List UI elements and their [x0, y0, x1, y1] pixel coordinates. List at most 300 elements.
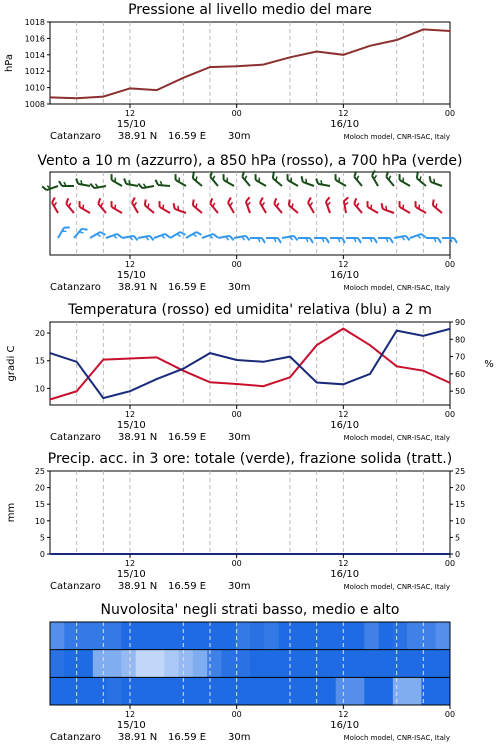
- wind-barb: [272, 198, 285, 213]
- clouds-cell-medio: [79, 650, 94, 678]
- wind-barb-flag: [415, 173, 421, 179]
- wind-barb-flag: [172, 203, 177, 209]
- pressure-time-tick-label: 12: [338, 109, 349, 118]
- clouds-cell-alto: [93, 622, 108, 650]
- clouds-cell-alto: [236, 622, 251, 650]
- wind-barb-flag: [371, 171, 377, 176]
- temperature-data-point: [289, 356, 291, 358]
- temperature-credit: Moloch model, CNR-ISAC, Italy: [343, 434, 450, 442]
- clouds-cell-alto: [107, 622, 122, 650]
- clouds-cell-medio: [207, 650, 222, 678]
- pressure-time-tick-label: 12: [124, 109, 136, 118]
- precip-date-label: 15/10: [116, 569, 146, 580]
- temperature-data-point: [236, 359, 238, 361]
- clouds-cell-medio: [136, 650, 151, 678]
- precip-location-name: Catanzaro: [50, 581, 101, 592]
- wind-barb-shaft: [126, 184, 138, 186]
- temperature-data-point: [129, 358, 131, 360]
- clouds-cell-medio: [407, 650, 422, 678]
- wind-barb-shaft: [160, 207, 170, 213]
- precip-data-point: [156, 553, 158, 555]
- wind-location-elev: 30m: [228, 282, 251, 293]
- clouds-cell-basso: [279, 677, 294, 705]
- wind-barb: [191, 173, 206, 186]
- temperature-data-point: [449, 328, 451, 330]
- wind-barb: [271, 173, 286, 186]
- wind-barb-shaft: [145, 205, 154, 213]
- wind-barb: [143, 200, 158, 213]
- wind-barb: [413, 201, 428, 213]
- clouds-cell-basso: [307, 677, 322, 705]
- wind-barb-shaft: [112, 207, 122, 213]
- temperature-location-lon: 16.59 E: [168, 432, 207, 443]
- clouds-cell-basso: [393, 677, 408, 705]
- wind-barb-shaft: [224, 180, 234, 186]
- temperature-data-point: [76, 390, 78, 392]
- wind-barb: [138, 181, 154, 189]
- wind-barb: [250, 238, 265, 243]
- wind-barb-flag: [374, 238, 377, 243]
- clouds-cell-basso: [221, 677, 236, 705]
- wind-barb-shaft: [318, 184, 330, 186]
- wind-barb-flag: [117, 233, 122, 239]
- temperature-data-point: [129, 390, 131, 392]
- temperature-data-point: [49, 352, 51, 354]
- clouds-cell-medio: [93, 650, 108, 678]
- clouds-cell-alto: [207, 622, 222, 650]
- wind-barb-shaft: [112, 180, 122, 186]
- wind-barb: [300, 176, 316, 186]
- precip-ytick-right-label: 10: [455, 516, 466, 526]
- clouds-cell-alto: [321, 622, 336, 650]
- precip-time-tick-label: 12: [338, 559, 349, 568]
- pressure-data-point: [49, 97, 51, 99]
- clouds-cell-alto: [221, 622, 236, 650]
- pressure-ytick-label: 1016: [24, 34, 45, 44]
- wind-barb-flag: [138, 183, 142, 188]
- precip-data-point: [183, 553, 185, 555]
- clouds-cell-basso: [364, 677, 379, 705]
- wind-time-tick-label: 12: [124, 260, 136, 269]
- clouds-cell-medio: [107, 650, 122, 678]
- clouds-time-tick-label: 12: [124, 710, 136, 719]
- wind-barb-shaft: [74, 229, 82, 238]
- wind-barb-flag: [134, 235, 138, 240]
- wind-barb-shaft: [288, 180, 298, 186]
- wind-barb-shaft: [58, 228, 64, 238]
- wind-barb-flag: [191, 200, 197, 206]
- clouds-cell-medio: [364, 650, 379, 678]
- wind-barb-flag: [245, 197, 251, 202]
- clouds-cell-basso: [193, 677, 208, 705]
- precip-data-point: [49, 553, 51, 555]
- precip-ytick-label: 5: [39, 533, 45, 543]
- wind-barb: [245, 197, 255, 213]
- pressure-data-point: [103, 96, 105, 98]
- precip-location-lat: 38.91 N: [118, 581, 158, 592]
- temperature-title: Temperatura (rosso) ed umidita' relativa (blu) a 2 m: [68, 302, 432, 318]
- pressure-ytick-label: 1018: [24, 18, 45, 27]
- wind-barb-flag: [123, 178, 127, 183]
- clouds-location-lon: 16.59 E: [168, 732, 207, 743]
- pressure-location-name: Catanzaro: [50, 131, 101, 142]
- wind-barb: [428, 176, 444, 186]
- wind-barb: [315, 178, 331, 186]
- clouds-cell-medio: [350, 650, 365, 678]
- clouds-cell-medio: [321, 650, 336, 678]
- pressure-data-point: [263, 64, 265, 66]
- precip-ytick-right-label: 15: [455, 500, 466, 510]
- temperature-data-point: [396, 365, 398, 367]
- wind-barb-flag: [352, 198, 358, 204]
- precip-date-label: 16/10: [330, 569, 360, 580]
- wind-time-tick-label: 00: [444, 260, 456, 269]
- pressure-data-point: [209, 66, 211, 68]
- temperature-time-tick-label: 12: [338, 410, 349, 419]
- clouds-time-tick-label: 00: [231, 710, 242, 719]
- wind-barb-flag: [343, 197, 348, 201]
- temperature-data-point: [369, 373, 371, 375]
- wind-barb-shaft: [433, 205, 442, 213]
- wind-barb-shaft: [368, 207, 378, 213]
- temperature-data-point: [209, 352, 211, 354]
- precip-ytick-right-label: 0: [455, 550, 461, 559]
- clouds-cell-medio: [50, 650, 65, 678]
- precip-frame: [50, 471, 450, 554]
- precip-credit: Moloch model, CNR-ISAC, Italy: [343, 583, 450, 591]
- wind-barb: [343, 197, 351, 213]
- precip-location-lon: 16.59 E: [168, 581, 207, 592]
- wind-barb-shaft: [336, 180, 346, 186]
- precip-title: Precip. acc. in 3 ore: totale (verde), frazione solida (tratt.): [47, 451, 453, 467]
- wind-barb-flag: [150, 235, 154, 240]
- wind-barb: [259, 198, 271, 213]
- wind-barb-flag: [271, 173, 277, 179]
- wind-barb-flag: [157, 201, 162, 207]
- wind-barb: [397, 201, 412, 213]
- wind-barb-flag: [82, 227, 88, 233]
- clouds-cell-medio: [393, 650, 408, 678]
- wind-barb-flag: [143, 200, 149, 206]
- pressure-frame: [50, 22, 450, 104]
- temperature-data-point: [423, 370, 425, 372]
- wind-barb-flag: [246, 235, 250, 240]
- wind-barb-flag: [196, 231, 201, 237]
- wind-barb: [123, 178, 139, 186]
- wind-barb-flag: [428, 176, 433, 182]
- pressure-location-lon: 16.59 E: [168, 131, 207, 142]
- precip-data-point: [289, 553, 291, 555]
- wind-barb-flag: [413, 201, 418, 207]
- clouds-cell-medio: [121, 650, 136, 678]
- clouds-cell-basso: [121, 677, 136, 705]
- wind-barb-flag: [454, 238, 457, 243]
- clouds-cell-basso: [436, 677, 451, 705]
- wind-barb: [380, 203, 396, 213]
- precip-data-point: [369, 553, 371, 555]
- temperature-data-point: [263, 361, 265, 363]
- wind-barb-flag: [64, 225, 70, 230]
- clouds-cell-basso: [350, 677, 365, 705]
- wind-barb-flag: [109, 174, 114, 180]
- wind-barb: [64, 198, 77, 213]
- wind-barb-shaft: [416, 207, 426, 213]
- temperature-data-point: [423, 335, 425, 337]
- wind-barb: [371, 171, 383, 186]
- temperature-data-point: [343, 383, 345, 385]
- pressure-series-line: [50, 29, 450, 98]
- clouds-cell-basso: [164, 677, 179, 705]
- wind-barb: [415, 173, 430, 186]
- clouds-cell-alto: [393, 622, 408, 650]
- temperature-series-line: [50, 329, 450, 398]
- clouds-cell-alto: [179, 622, 194, 650]
- clouds-cell-alto: [193, 622, 208, 650]
- wind-barb-flag: [358, 238, 361, 243]
- wind-barb-shaft: [193, 178, 202, 186]
- temperature-location-elev: 30m: [228, 432, 251, 443]
- wind-barb: [287, 200, 302, 213]
- clouds-cell-medio: [379, 650, 394, 678]
- wind-barb-flag: [300, 176, 305, 182]
- pressure-data-point: [289, 56, 291, 58]
- wind-location-name: Catanzaro: [50, 282, 101, 293]
- temperature-data-point: [209, 382, 211, 384]
- temperature-data-point: [289, 377, 291, 379]
- wind-barb: [138, 235, 154, 243]
- wind-barb: [352, 171, 365, 186]
- wind-barb-flag: [438, 238, 441, 243]
- wind-barb-flag: [287, 200, 293, 206]
- temperature-ytick-right-label: 50: [455, 387, 466, 397]
- wind-barb: [330, 238, 345, 243]
- pressure-time-tick-label: 00: [444, 109, 456, 118]
- clouds-title: Nuvolosita' negli strati basso, medio e alto: [100, 602, 400, 618]
- wind-barb-flag: [431, 200, 437, 206]
- wind-barb-shaft: [344, 201, 346, 213]
- wind-barb-flag: [315, 178, 319, 183]
- wind-barb: [74, 227, 87, 242]
- wind-barb-flag: [285, 174, 290, 180]
- wind-barb-flag: [397, 174, 402, 180]
- temperature-date-label: 16/10: [330, 420, 360, 431]
- clouds-cell-medio: [250, 650, 265, 678]
- wind-barb-flag: [165, 233, 170, 239]
- clouds-cell-basso: [179, 677, 194, 705]
- pressure-data-point: [449, 30, 451, 32]
- wind-barb: [122, 235, 138, 243]
- precip-data-point: [316, 553, 318, 555]
- temperature-data-point: [183, 370, 185, 372]
- wind-barb: [253, 174, 268, 186]
- wind-barb-shaft: [383, 209, 394, 213]
- clouds-cell-basso: [293, 677, 308, 705]
- wind-title: Vento a 10 m (azzurro), a 850 hPa (rosso), a 700 hPa (verde): [37, 153, 463, 169]
- pressure-ytick-label: 1010: [24, 83, 45, 93]
- wind-barb-shaft: [218, 236, 230, 238]
- clouds-cell-medio: [436, 650, 451, 678]
- wind-location-lon: 16.59 E: [168, 282, 207, 293]
- wind-barb: [157, 201, 172, 213]
- wind-barb: [191, 200, 206, 213]
- precip-ytick-right-label: 25: [455, 467, 466, 476]
- clouds-cell-basso: [150, 677, 165, 705]
- pressure-ytick-label: 1008: [24, 100, 45, 109]
- pressure-ytick-label: 1014: [24, 50, 45, 60]
- temperature-data-point: [236, 383, 238, 385]
- clouds-cell-medio: [179, 650, 194, 678]
- clouds-cell-alto: [150, 622, 165, 650]
- wind-barb: [77, 201, 92, 213]
- clouds-cell-medio: [236, 650, 251, 678]
- wind-barb-flag: [397, 201, 402, 207]
- wind-barb: [426, 238, 441, 243]
- temperature-ytick-right-label: 80: [455, 335, 466, 345]
- wind-location-lat: 38.91 N: [118, 282, 158, 293]
- pressure-time-tick-label: 00: [231, 109, 242, 118]
- temperature-date-label: 15/10: [116, 420, 146, 431]
- pressure-data-point: [236, 65, 238, 67]
- wind-barb-flag: [262, 238, 265, 243]
- pressure-data-point: [129, 88, 131, 90]
- wind-barb-flag: [109, 201, 114, 207]
- precip-ytick-label: 15: [34, 500, 45, 510]
- pressure-ylabel: hPa: [4, 53, 15, 73]
- wind-barb-shaft: [94, 186, 106, 188]
- wind-barb: [282, 235, 298, 243]
- clouds-cell-medio: [221, 650, 236, 678]
- clouds-date-label: 15/10: [116, 720, 146, 731]
- precip-ytick-label: 20: [34, 483, 45, 493]
- clouds-cell-alto: [379, 622, 394, 650]
- precip-time-tick-label: 00: [444, 559, 456, 568]
- temperature-data-point: [156, 378, 158, 380]
- pressure-location-elev: 30m: [228, 131, 251, 142]
- wind-barb: [172, 203, 188, 213]
- temperature-ytick-label: 20: [34, 329, 45, 339]
- clouds-cell-alto: [79, 622, 94, 650]
- wind-barb-shaft: [234, 236, 246, 238]
- temperature-data-point: [103, 359, 105, 361]
- precip-ytick-label: 10: [34, 516, 45, 526]
- pressure-data-point: [156, 89, 158, 91]
- clouds-cell-alto: [136, 622, 151, 650]
- clouds-cell-alto: [264, 622, 279, 650]
- clouds-cell-alto: [364, 622, 379, 650]
- wind-barb-flag: [365, 201, 370, 207]
- wind-barb: [208, 171, 221, 186]
- wind-barb: [365, 201, 380, 213]
- wind-barb: [384, 171, 397, 186]
- wind-barb: [51, 198, 63, 213]
- wind-time-tick-label: 12: [338, 260, 349, 269]
- wind-barb-shaft: [303, 182, 314, 186]
- wind-barb-flag: [230, 235, 234, 240]
- clouds-cell-basso: [236, 677, 251, 705]
- wind-time-tick-label: 00: [231, 260, 242, 269]
- pressure-location-lat: 38.91 N: [118, 131, 158, 142]
- temperature-data-point: [396, 330, 398, 332]
- precip-data-point: [76, 553, 78, 555]
- wind-barb-shaft: [176, 180, 186, 186]
- clouds-cell-alto: [50, 622, 65, 650]
- wind-barb: [346, 238, 361, 243]
- wind-barb: [378, 238, 393, 243]
- clouds-cell-basso: [207, 677, 222, 705]
- temperature-ylabel: gradi C: [6, 345, 17, 382]
- clouds-location-lat: 38.91 N: [118, 732, 158, 743]
- wind-barb-flag: [294, 235, 298, 240]
- clouds-cell-alto: [350, 622, 365, 650]
- wind-barb-flag: [96, 198, 102, 204]
- precip-location-elev: 30m: [228, 581, 251, 592]
- temperature-data-point: [156, 357, 158, 359]
- clouds-cell-alto: [307, 622, 322, 650]
- temperature-data-point: [369, 344, 371, 346]
- wind-barb: [109, 201, 124, 213]
- temperature-ytick-right-label: 60: [455, 369, 466, 379]
- wind-barb-shaft: [400, 180, 410, 186]
- wind-barb-flag: [90, 183, 94, 188]
- clouds-cell-basso: [379, 677, 394, 705]
- wind-barb-shaft: [256, 180, 266, 186]
- wind-barb: [106, 233, 122, 243]
- wind-barb: [59, 181, 74, 186]
- wind-barb-flag: [75, 178, 79, 183]
- wind-barb-flag: [310, 238, 313, 243]
- temperature-data-point: [316, 344, 318, 346]
- wind-date-label: 16/10: [330, 270, 360, 281]
- pressure-credit: Moloch model, CNR-ISAC, Italy: [343, 133, 450, 141]
- precip-ytick-label: 25: [34, 467, 45, 476]
- wind-barb-shaft: [273, 178, 282, 186]
- clouds-cell-medio: [264, 650, 279, 678]
- clouds-cell-alto: [436, 622, 451, 650]
- temperature-ytick-right-label: 90: [455, 318, 466, 327]
- clouds-cell-alto: [279, 622, 294, 650]
- wind-barb-flag: [42, 185, 47, 191]
- clouds-cell-medio: [307, 650, 322, 678]
- wind-barb: [298, 238, 313, 243]
- wind-barb-shaft: [78, 184, 90, 186]
- wind-barb-shaft: [282, 236, 294, 238]
- precip-data-point: [263, 553, 265, 555]
- wind-barb-flag: [131, 198, 137, 203]
- pressure-data-point: [369, 45, 371, 47]
- wind-barb: [362, 238, 377, 243]
- temperature-data-point: [263, 385, 265, 387]
- wind-barb: [154, 233, 170, 243]
- clouds-cell-medio: [193, 650, 208, 678]
- temperature-time-tick-label: 12: [124, 410, 136, 419]
- clouds-cell-alto: [121, 622, 136, 650]
- temperature-data-point: [49, 399, 51, 401]
- clouds-cell-alto: [250, 622, 265, 650]
- wind-barb-flag: [259, 198, 265, 203]
- wind-barb-flag: [173, 174, 178, 180]
- temperature-time-tick-label: 00: [231, 410, 242, 419]
- wind-barb-flag: [59, 181, 62, 186]
- wind-barb-flag: [307, 198, 313, 203]
- wind-barb: [333, 174, 348, 186]
- clouds-location-name: Catanzaro: [50, 732, 101, 743]
- wind-barb-flag: [221, 174, 226, 180]
- temperature-ytick-label: 15: [34, 356, 45, 366]
- clouds-cell-medio: [164, 650, 179, 678]
- temperature-data-point: [76, 361, 78, 363]
- pressure-title: Pressione al livello medio del mare: [128, 2, 372, 18]
- wind-barb: [431, 200, 446, 213]
